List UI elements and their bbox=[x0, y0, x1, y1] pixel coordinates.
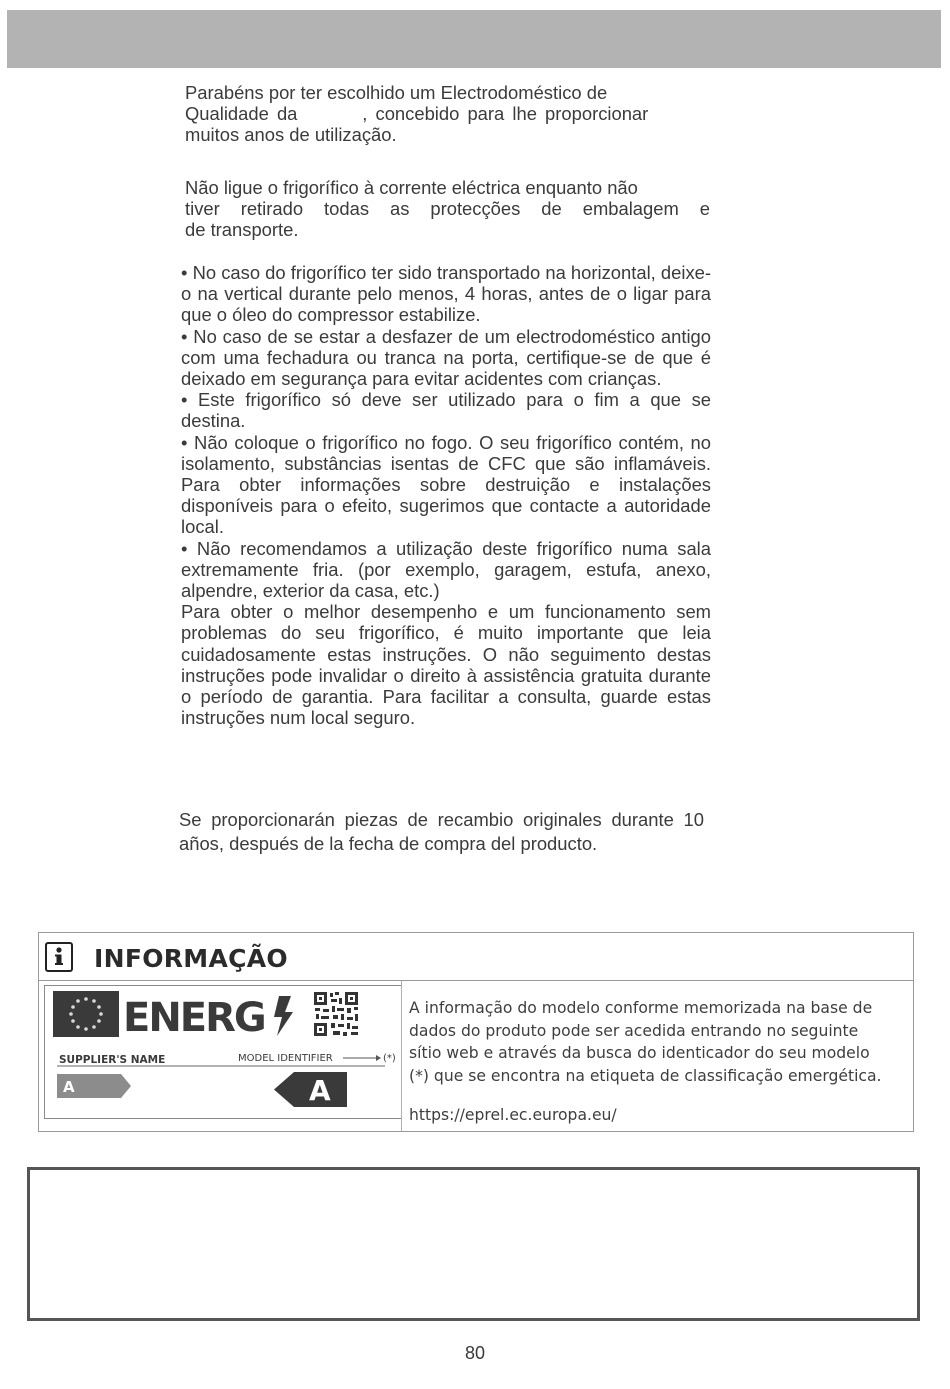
information-divider bbox=[401, 981, 402, 1131]
intro-paragraph bbox=[185, 82, 710, 146]
warning-line: Não ligue o frigorífico à corrente eléctrica enquanto não bbox=[185, 177, 638, 198]
info-icon bbox=[45, 942, 73, 972]
safety-item-transport: • No caso do frigorífico ter sido transportado na horizontal, deixe-o na vertical durante pelo menos, 4 horas, antes de o ligar para que o óleo do compressor estabilize. bbox=[181, 262, 711, 326]
safety-item-intended-use: • Este frigorífico só deve ser utilizado para o fim a que se destina. bbox=[181, 389, 711, 432]
intro-line: muitos anos de utilização. bbox=[185, 124, 397, 146]
safety-list bbox=[181, 262, 711, 728]
supplier-name-label: SUPPLIER'S NAME bbox=[59, 1054, 166, 1066]
qr-code-icon bbox=[313, 991, 359, 1037]
safety-item-fire: • Não coloque o frigorífico no fogo. O seu frigorífico contém, no isolamento, substâncias isentas de CFC que são inflamáveis. Para obter informações sobre destruição e instalações disponíveis para o efeito, sugerimos que contacte a autoridade local. bbox=[181, 431, 711, 538]
energy-label-image bbox=[44, 985, 402, 1119]
warning-line: tiver retirado todas as protecções de embalagem e bbox=[185, 198, 710, 220]
empty-notes-box bbox=[27, 1167, 920, 1321]
information-text-line: dados do produto pode ser acedida entrando no seguinte bbox=[409, 1021, 859, 1040]
header-bar bbox=[7, 10, 941, 68]
information-header bbox=[39, 933, 913, 981]
page-number: 80 bbox=[464, 1343, 486, 1363]
information-title: INFORMAÇÃO bbox=[94, 944, 288, 973]
warning-line: de transporte. bbox=[185, 219, 299, 241]
eprel-link[interactable]: https://eprel.ec.europa.eu/ bbox=[409, 1106, 617, 1124]
information-text-line: A informação do modelo conforme memorizada na base de bbox=[409, 999, 873, 1017]
instructions-note: Para obter o melhor desempenho e um funcionamento sem problemas do seu frigorífico, é muito importante que leia cuidadosamente estas instruções. O não seguimento destas instruções pode invalidar o direito à assistência gratuita durante o período de garantia. Para facilitar a consulta, guarde estas instruções num local seguro. bbox=[181, 601, 711, 729]
energy-class-large: A bbox=[309, 1074, 331, 1107]
energy-class-small: A bbox=[63, 1078, 75, 1096]
information-text bbox=[409, 997, 909, 1087]
information-text-line: sítio web e através da busca do identicador do seu modelo bbox=[409, 1044, 870, 1062]
information-box bbox=[38, 932, 914, 1132]
model-identifier-label: MODEL IDENTIFIER bbox=[238, 1053, 333, 1064]
information-text-line: (*) que se encontra na etiqueta de classificação emergética. bbox=[409, 1066, 882, 1085]
warning-paragraph bbox=[185, 177, 710, 241]
asterisk-note: (*) bbox=[383, 1053, 396, 1064]
safety-item-cold-room: • Não recomendamos a utilização deste frigorífico numa sala extremamente fria. (por exemplo, garagem, estufa, anexo, alpendre, exterior da casa, etc.) bbox=[181, 537, 711, 602]
intro-line: Qualidade da , concebido para lhe proporcionar bbox=[185, 103, 649, 125]
safety-item-old-appliance: • No caso de se estar a desfazer de um electrodoméstico antigo com uma fechadura ou tranca na porta, certifique-se de que é deixado em segurança para evitar acidentes com crianças. bbox=[181, 325, 711, 390]
lightning-icon bbox=[274, 996, 293, 1036]
energy-word: ENERG bbox=[123, 995, 265, 1041]
spare-parts-note: Se proporcionarán piezas de recambio originales durante 10 años, después de la fecha de compra del producto. bbox=[179, 809, 704, 854]
intro-line: Parabéns por ter escolhido um Electrodoméstico de bbox=[185, 82, 608, 103]
